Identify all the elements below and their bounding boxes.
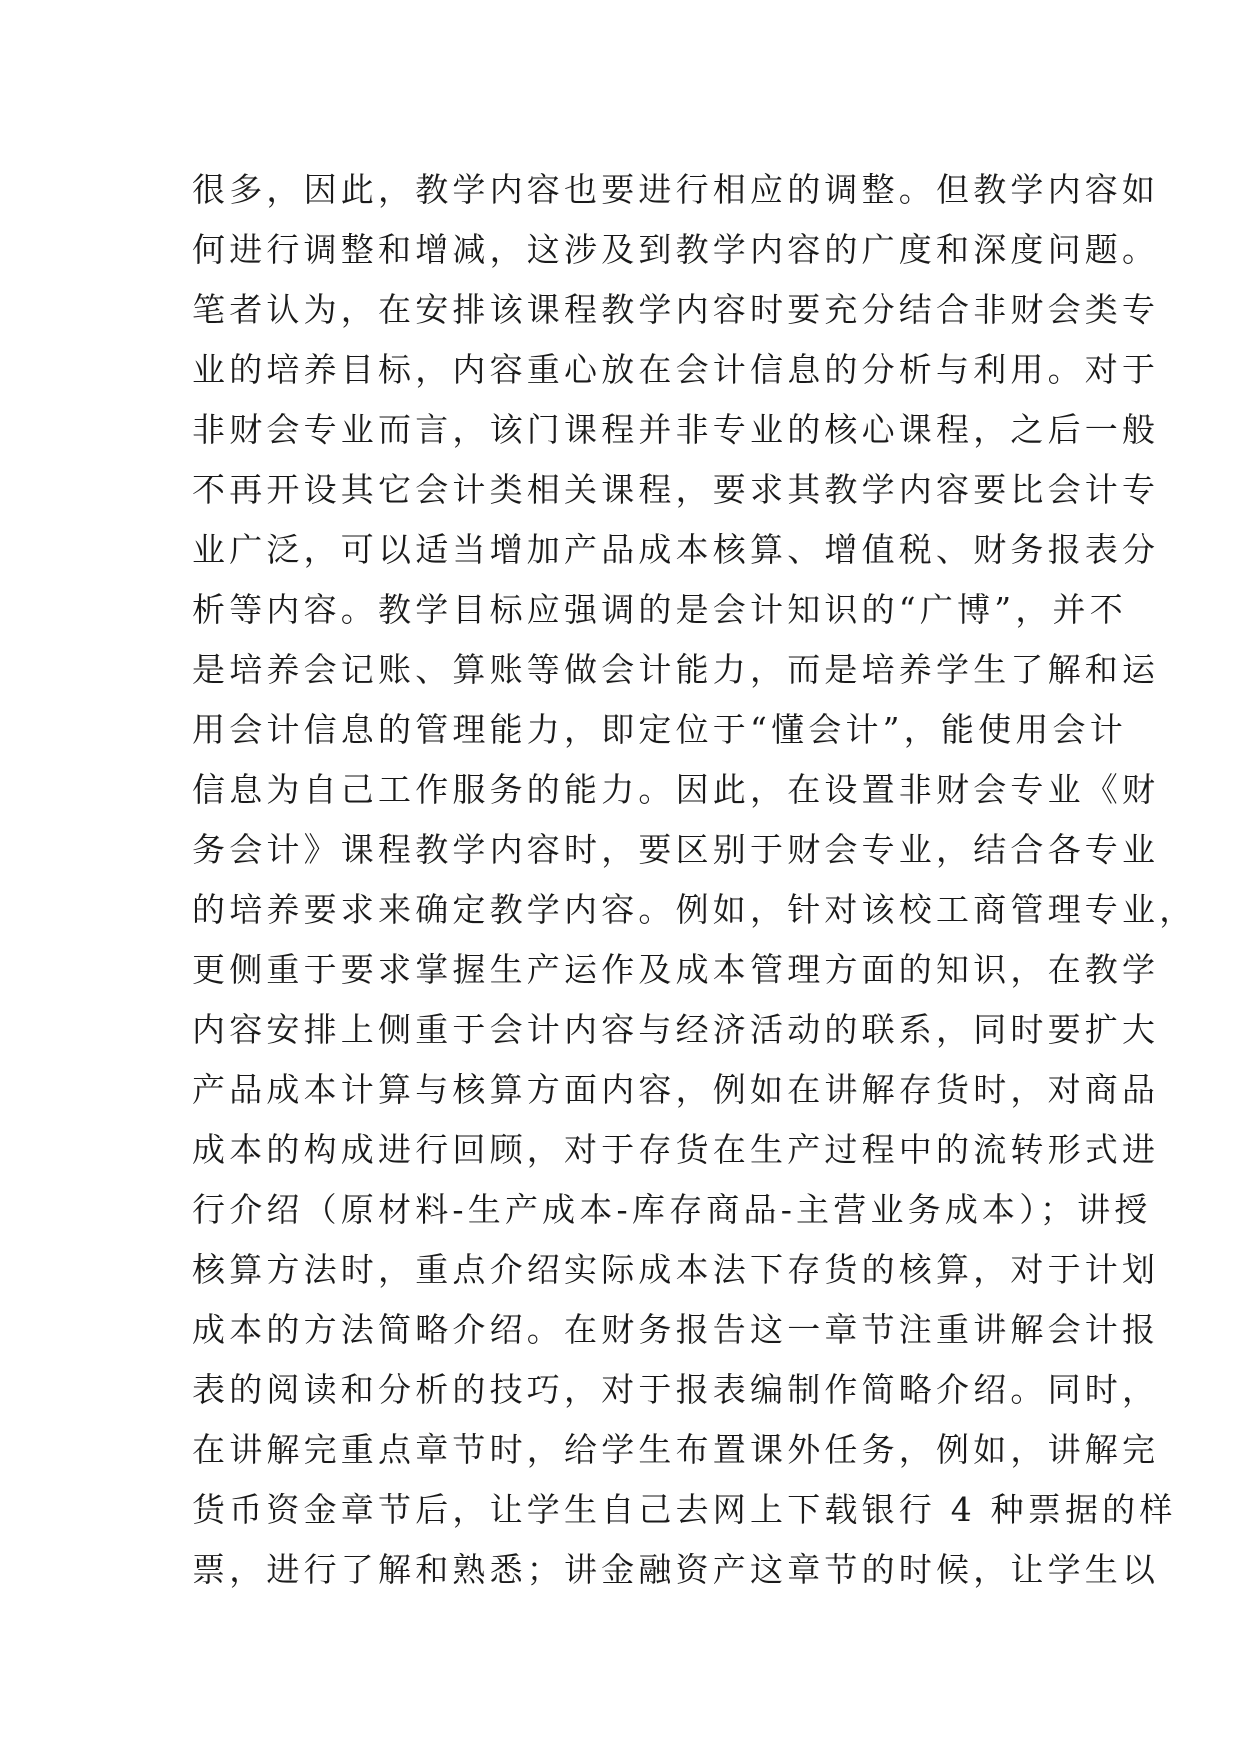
text-line: 何进行调整和增减，这涉及到教学内容的广度和深度问题。 <box>192 230 1160 269</box>
text-line: 务会计》课程教学内容时，要区别于财会专业，结合各专业 <box>192 830 1160 869</box>
text-line: 笔者认为，在安排该课程教学内容时要充分结合非财会类专 <box>192 290 1160 329</box>
text-line: 产品成本计算与核算方面内容，例如在讲解存货时，对商品 <box>192 1070 1160 1109</box>
text-line: 非财会专业而言，该门课程并非专业的核心课程，之后一般 <box>192 410 1160 449</box>
text-line: 是培养会记账、算账等做会计能力，而是培养学生了解和运 <box>192 650 1160 689</box>
text-line: 的培养要求来确定教学内容。例如，针对该校工商管理专业， <box>192 890 1197 929</box>
text-line: 析等内容。教学目标应强调的是会计知识的“广博”，并不 <box>192 590 1127 629</box>
text-line: 很多，因此，教学内容也要进行相应的调整。但教学内容如 <box>192 170 1160 209</box>
text-line: 行介绍（原材料-生产成本-库存商品-主营业务成本）；讲授 <box>192 1190 1152 1229</box>
text-line: 核算方法时，重点介绍实际成本法下存货的核算，对于计划 <box>192 1250 1160 1289</box>
text-line: 成本的构成进行回顾，对于存货在生产过程中的流转形式进 <box>192 1130 1160 1169</box>
text-line: 货币资金章节后，让学生自己去网上下载银行 4 种票据的样 <box>192 1490 1177 1529</box>
text-line: 表的阅读和分析的技巧，对于报表编制作简略介绍。同时， <box>192 1370 1160 1409</box>
text-line: 用会计信息的管理能力，即定位于“懂会计”，能使用会计 <box>192 710 1127 749</box>
text-line: 票，进行了解和熟悉；讲金融资产这章节的时候，让学生以 <box>192 1550 1160 1589</box>
text-line: 业广泛，可以适当增加产品成本核算、增值税、财务报表分 <box>192 530 1160 569</box>
text-line: 在讲解完重点章节时，给学生布置课外任务，例如，讲解完 <box>192 1430 1160 1469</box>
text-line: 更侧重于要求掌握生产运作及成本管理方面的知识，在教学 <box>192 950 1160 989</box>
text-line: 内容安排上侧重于会计内容与经济活动的联系，同时要扩大 <box>192 1010 1160 1049</box>
text-line: 信息为自己工作服务的能力。因此，在设置非财会专业《财 <box>192 770 1160 809</box>
text-line: 成本的方法简略介绍。在财务报告这一章节注重讲解会计报 <box>192 1310 1160 1349</box>
text-line: 不再开设其它会计类相关课程，要求其教学内容要比会计专 <box>192 470 1160 509</box>
text-line: 业的培养目标，内容重心放在会计信息的分析与利用。对于 <box>192 350 1160 389</box>
body-paragraph <box>192 160 1197 1600</box>
